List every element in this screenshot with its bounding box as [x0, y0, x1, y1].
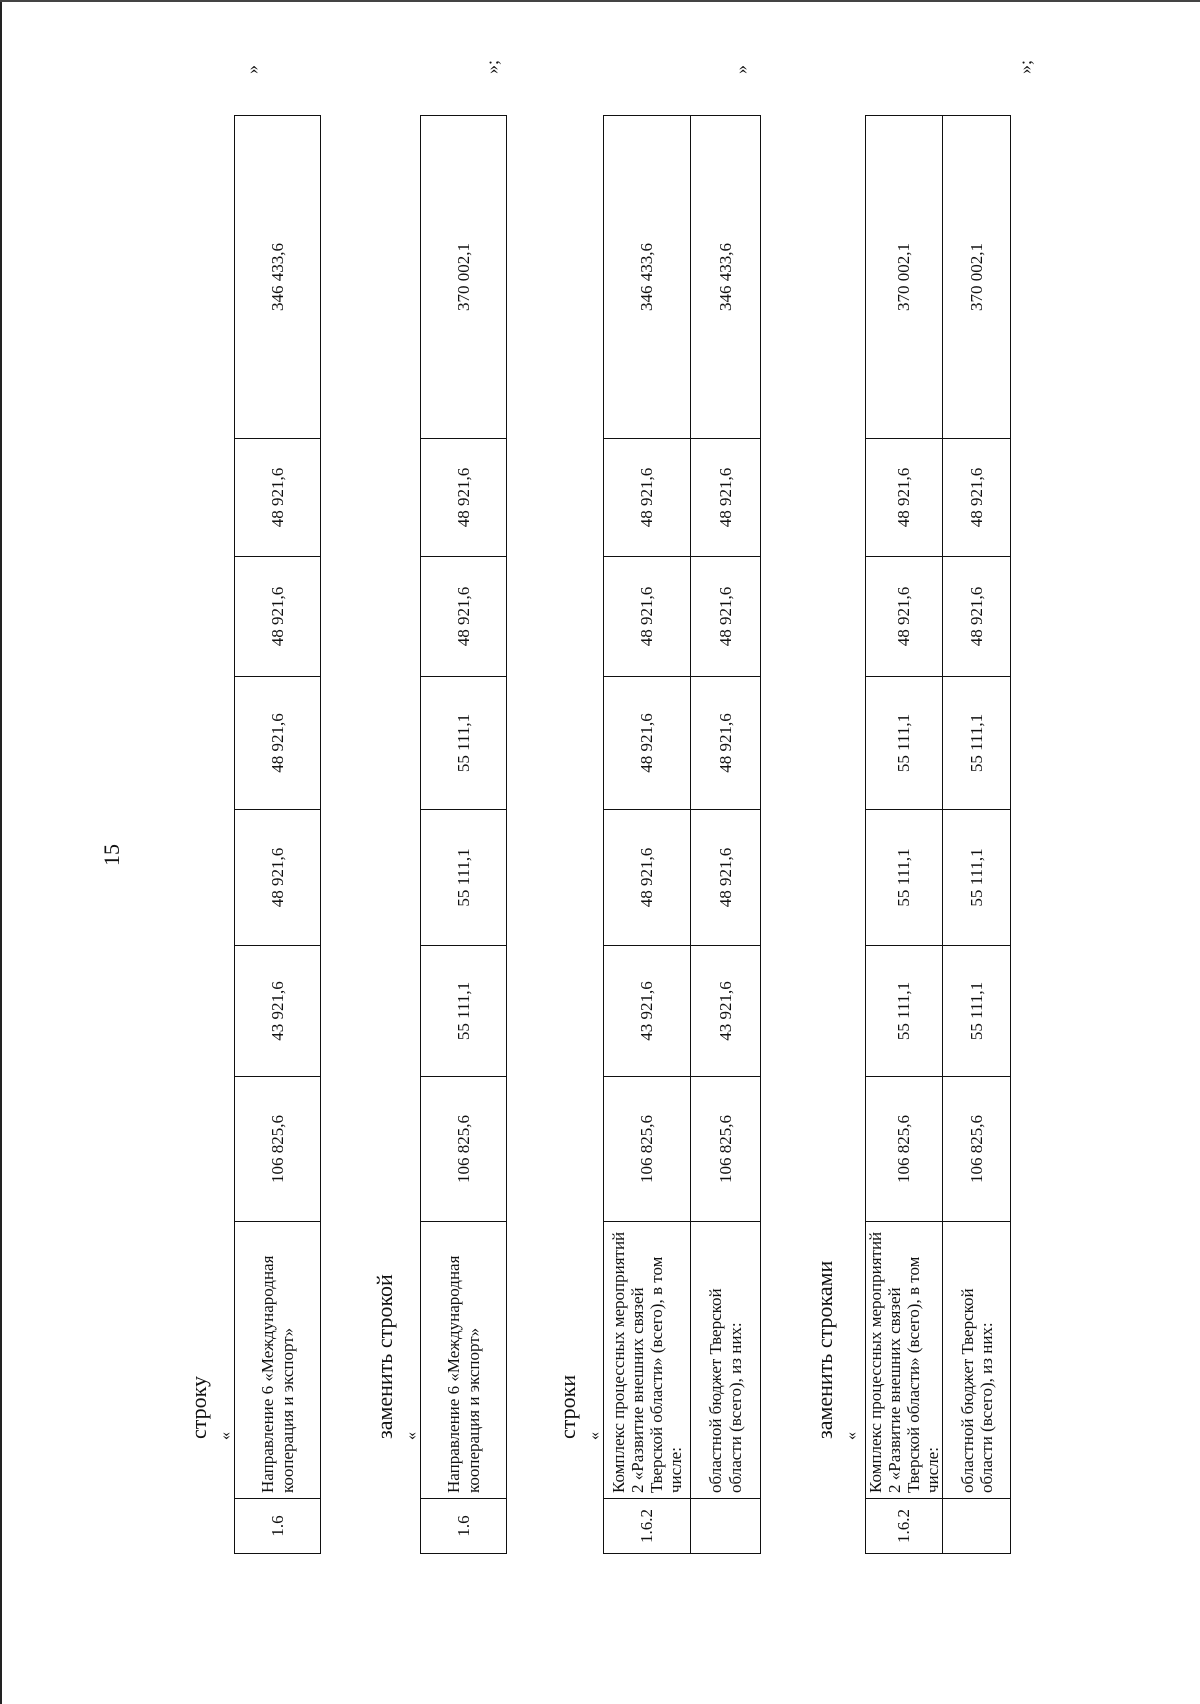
value-cell: 346 433,6 — [691, 116, 761, 439]
section-intro-label: строку — [186, 1375, 211, 1439]
value-cell: 48 921,6 — [604, 810, 691, 946]
scan-top-rule — [0, 0, 1200, 2]
row-index: 1.6.2 — [866, 1499, 943, 1554]
value-cell: 48 921,6 — [691, 557, 761, 677]
table-row — [421, 116, 507, 1554]
budget-table — [865, 115, 1011, 1554]
value-cell: 48 921,6 — [235, 557, 321, 677]
page-number: 15 — [99, 844, 124, 866]
row-name: областной бюджет Тверской области (всего), из них: — [691, 1222, 761, 1499]
value-cell: 48 921,6 — [866, 557, 943, 677]
value-cell: 48 921,6 — [421, 439, 507, 557]
value-cell: 48 921,6 — [866, 439, 943, 557]
budget-table — [603, 115, 761, 1554]
value-cell: 48 921,6 — [235, 810, 321, 946]
value-cell: 106 825,6 — [235, 1077, 321, 1222]
value-cell: 346 433,6 — [604, 116, 691, 439]
table-row — [691, 116, 761, 1554]
row-name: Комплекс процессных мероприятий 2 «Развитие внешних связей Тверской области» (всего), в том числе: — [866, 1222, 943, 1499]
value-cell: 48 921,6 — [235, 677, 321, 810]
value-cell: 55 111,1 — [943, 810, 1011, 946]
value-cell: 106 825,6 — [421, 1077, 507, 1222]
value-cell: 48 921,6 — [421, 557, 507, 677]
value-cell: 346 433,6 — [235, 116, 321, 439]
closing-quote: »; — [1015, 59, 1035, 74]
row-index — [691, 1499, 761, 1554]
value-cell: 370 002,1 — [421, 116, 507, 439]
opening-quote: « — [586, 1432, 603, 1440]
row-index — [943, 1499, 1011, 1554]
opening-quote: « — [217, 1432, 234, 1440]
value-cell: 55 111,1 — [421, 946, 507, 1077]
budget-table — [420, 115, 507, 1554]
value-cell: 55 111,1 — [421, 677, 507, 810]
table-row — [235, 116, 321, 1554]
closing-quote: » — [731, 65, 751, 74]
row-index: 1.6.2 — [604, 1499, 691, 1554]
closing-quote: »; — [482, 59, 502, 74]
value-cell: 55 111,1 — [866, 810, 943, 946]
value-cell: 48 921,6 — [604, 557, 691, 677]
closing-quote: » — [242, 65, 262, 74]
value-cell: 43 921,6 — [691, 946, 761, 1077]
value-cell: 48 921,6 — [604, 677, 691, 810]
value-cell: 48 921,6 — [604, 439, 691, 557]
row-name: областной бюджет Тверской области (всего), из них: — [943, 1222, 1011, 1499]
row-name: Направление 6 «Международная кооперация и экспорт» — [421, 1222, 507, 1499]
table-row — [604, 116, 691, 1554]
value-cell: 48 921,6 — [691, 677, 761, 810]
value-cell: 55 111,1 — [421, 810, 507, 946]
section-original-rows — [553, 44, 783, 1604]
section-replacement-rows — [810, 44, 1035, 1604]
budget-table — [234, 115, 321, 1554]
row-name: Направление 6 «Международная кооперация и экспорт» — [235, 1222, 321, 1499]
opening-quote: « — [843, 1432, 860, 1440]
value-cell: 106 825,6 — [604, 1077, 691, 1222]
section-intro-label: заменить строкой — [372, 1274, 397, 1439]
value-cell: 48 921,6 — [235, 439, 321, 557]
value-cell: 48 921,6 — [691, 810, 761, 946]
row-index: 1.6 — [421, 1499, 507, 1554]
row-name: Комплекс процессных мероприятий 2 «Развитие внешних связей Тверской области» (всего), в том числе: — [604, 1222, 691, 1499]
value-cell: 55 111,1 — [866, 677, 943, 810]
value-cell: 106 825,6 — [866, 1077, 943, 1222]
table-row — [943, 116, 1011, 1554]
value-cell: 43 921,6 — [604, 946, 691, 1077]
table-row — [866, 116, 943, 1554]
value-cell: 106 825,6 — [943, 1077, 1011, 1222]
opening-quote: « — [403, 1432, 420, 1440]
section-intro-label: заменить строками — [812, 1260, 837, 1439]
value-cell: 48 921,6 — [943, 439, 1011, 557]
value-cell: 106 825,6 — [691, 1077, 761, 1222]
value-cell: 370 002,1 — [943, 116, 1011, 439]
value-cell: 55 111,1 — [943, 946, 1011, 1077]
value-cell: 48 921,6 — [943, 557, 1011, 677]
value-cell: 370 002,1 — [866, 116, 943, 439]
value-cell: 48 921,6 — [691, 439, 761, 557]
value-cell: 55 111,1 — [943, 677, 1011, 810]
section-original-row — [184, 44, 339, 1604]
value-cell: 55 111,1 — [866, 946, 943, 1077]
section-intro-label: строки — [555, 1374, 580, 1439]
section-replacement-row — [370, 44, 525, 1604]
value-cell: 43 921,6 — [235, 946, 321, 1077]
scan-edge-line — [0, 0, 2, 1704]
row-index: 1.6 — [235, 1499, 321, 1554]
